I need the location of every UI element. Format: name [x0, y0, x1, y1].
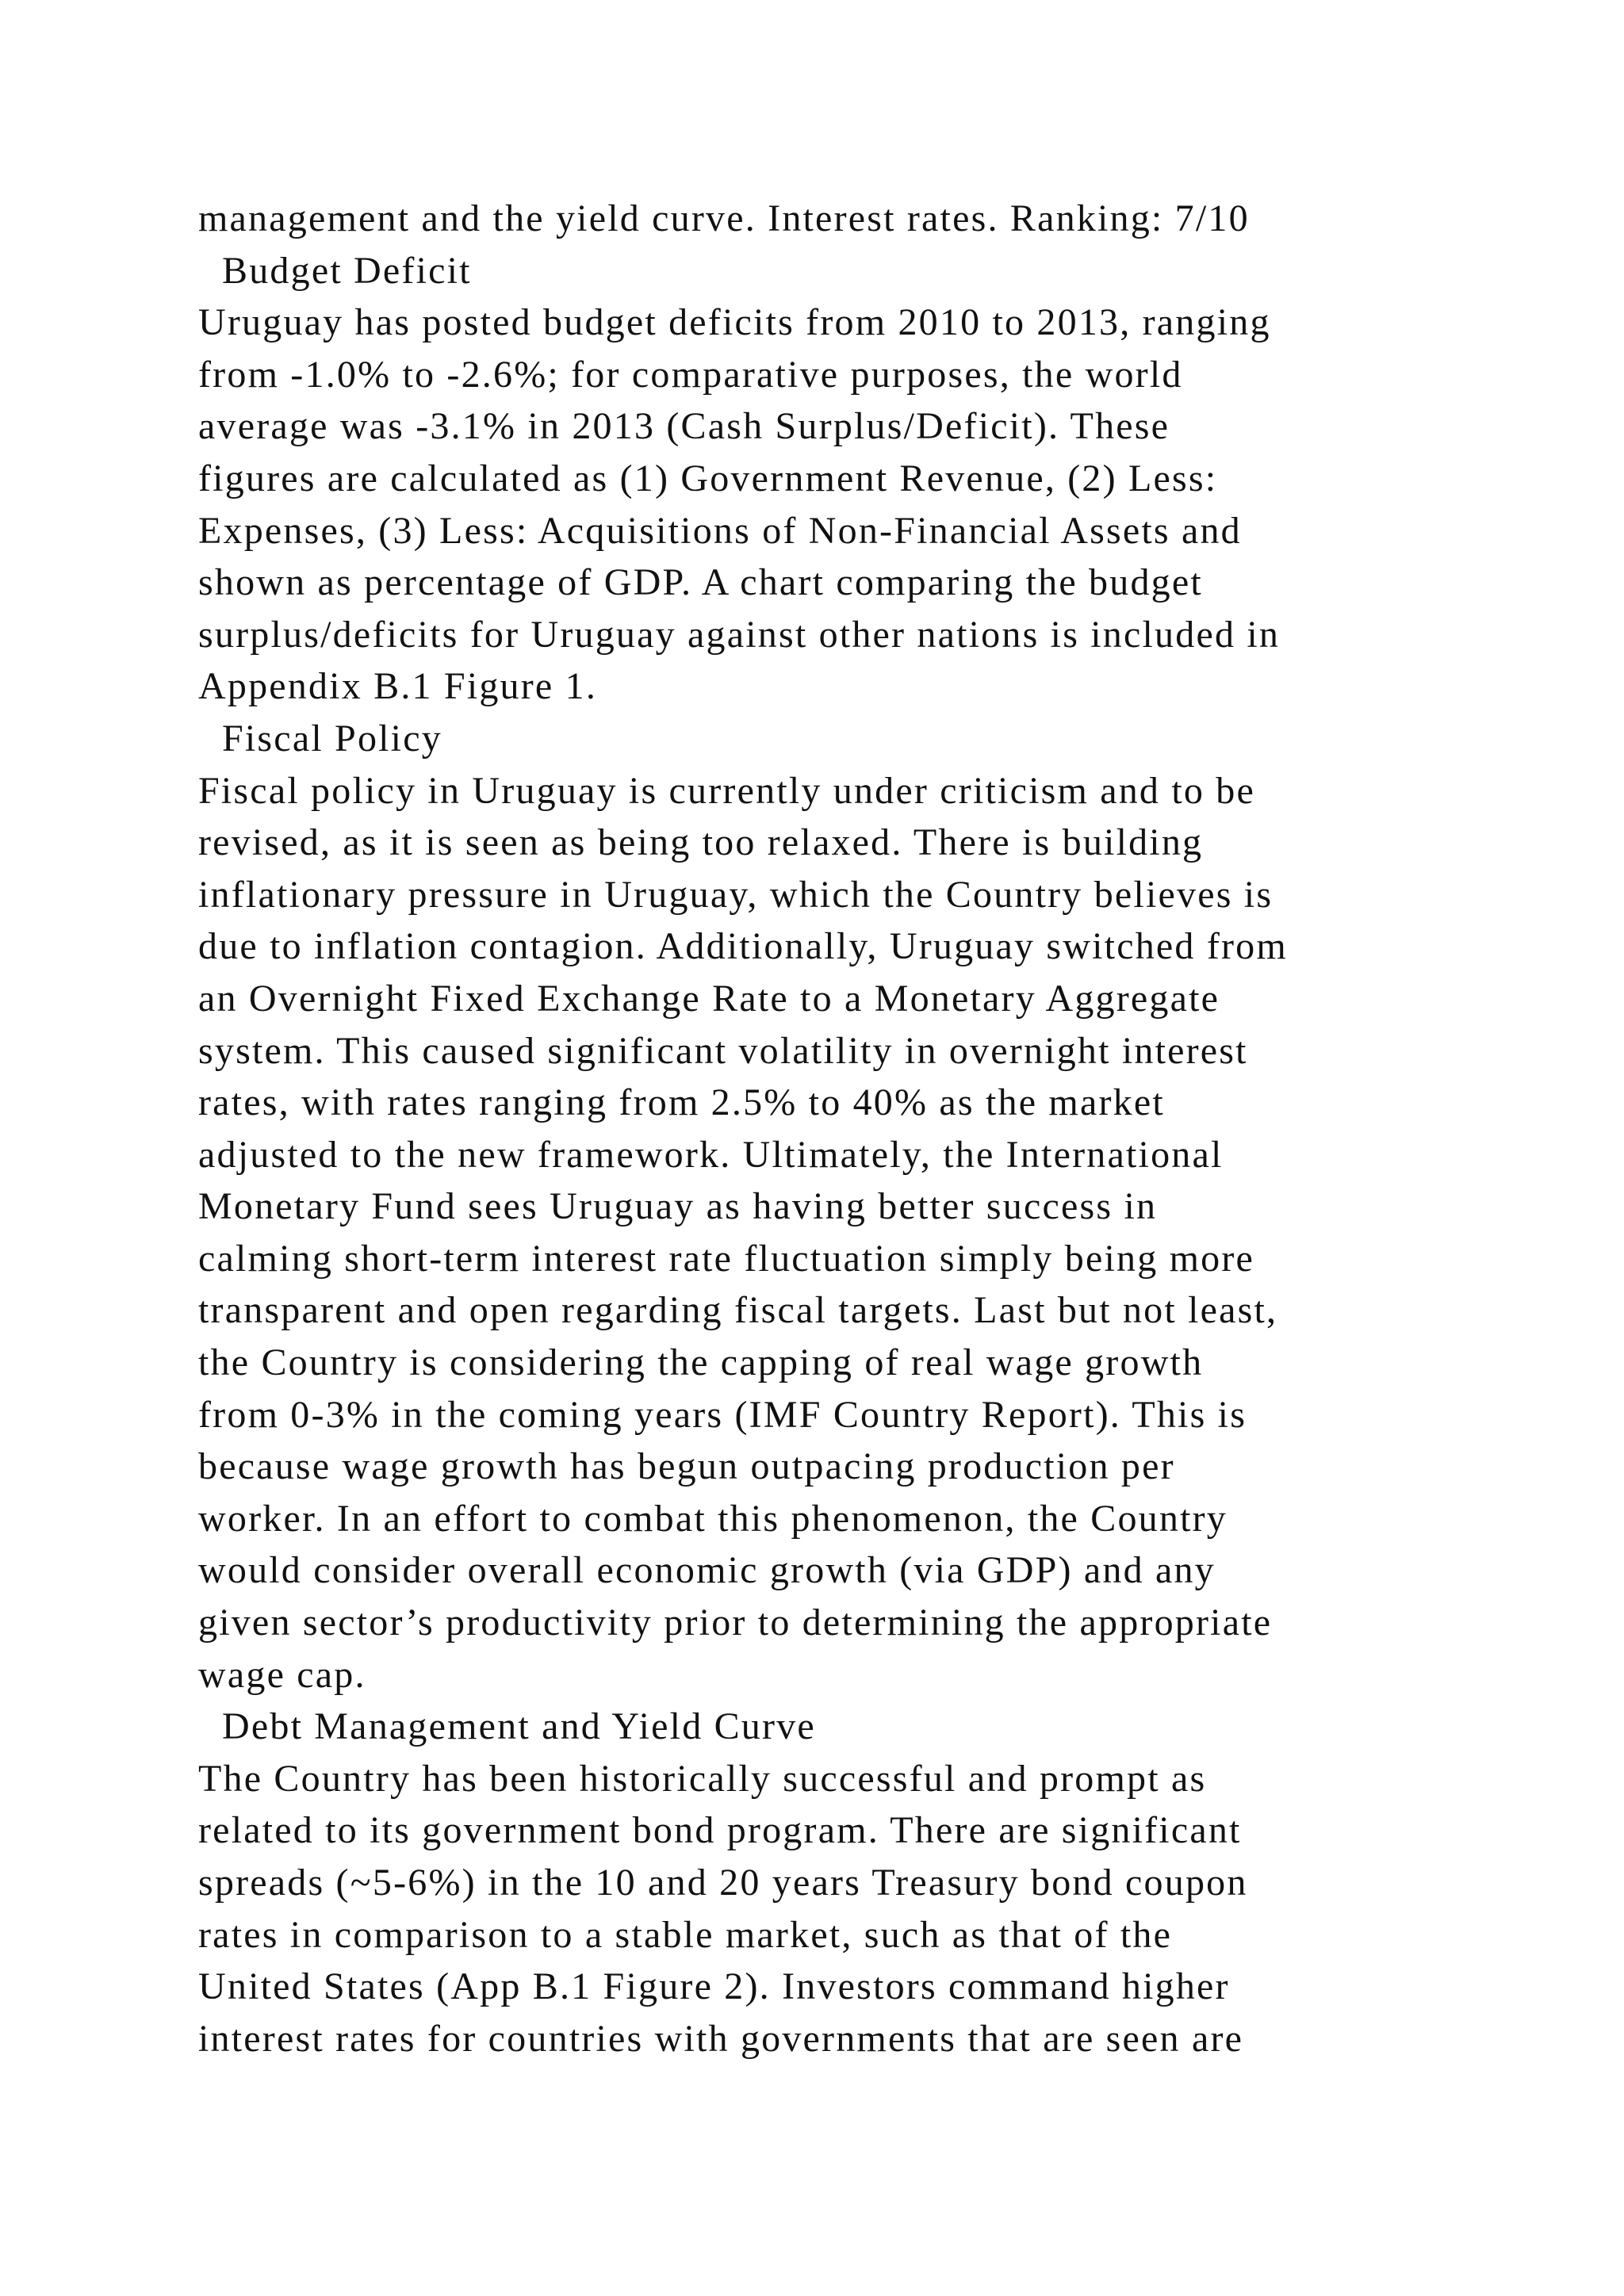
body-text-line: Expenses, (3) Less: Acquisitions of Non-Financial Assets and — [198, 509, 1242, 552]
body-text-line: system. This caused significant volatility in overnight interest — [198, 1029, 1248, 1072]
body-text-line: would consider overall economic growth (via GDP) and any — [198, 1549, 1216, 1592]
body-text-line: transparent and open regarding fiscal targets. Last but not least, — [198, 1289, 1278, 1332]
body-text-line: interest rates for countries with governments that are seen are — [198, 2017, 1244, 2060]
body-text-line: rates in comparison to a stable market, such as that of the — [198, 1913, 1173, 1956]
body-text-line: given sector’s productivity prior to determining the appropriate — [198, 1601, 1273, 1644]
body-text-line: the Country is considering the capping of real wage growth — [198, 1341, 1204, 1384]
body-text-line: average was -3.1% in 2013 (Cash Surplus/Deficit). These — [198, 405, 1170, 448]
body-text-line: surplus/deficits for Uruguay against other nations is included in — [198, 613, 1281, 656]
body-text-line: calming short-term interest rate fluctuation simply being more — [198, 1237, 1255, 1280]
body-text-line: shown as percentage of GDP. A chart comparing the budget — [198, 561, 1203, 604]
body-text-line: because wage growth has begun outpacing production per — [198, 1445, 1175, 1488]
body-text-line: Appendix B.1 Figure 1. — [198, 665, 598, 708]
body-text-line: spreads (~5-6%) in the 10 and 20 years Treasury bond coupon — [198, 1862, 1248, 1904]
body-text-line: The Country has been historically successful and prompt as — [198, 1757, 1207, 1800]
body-text-line: wage cap. — [198, 1653, 366, 1696]
body-text-line: adjusted to the new framework. Ultimately, the International — [198, 1133, 1224, 1176]
body-text-line: from 0-3% in the coming years (IMF Country Report). This is — [198, 1393, 1247, 1436]
body-text-line: inflationary pressure in Uruguay, which the Country believes is — [198, 873, 1274, 916]
section-heading: Debt Management and Yield Curve — [222, 1705, 816, 1748]
body-text-line: revised, as it is seen as being too relaxed. There is building — [198, 821, 1204, 864]
body-text-line: Uruguay has posted budget deficits from 2010 to 2013, ranging — [198, 301, 1271, 344]
body-text-line: management and the yield curve. Interest rates. Ranking: 7/10 — [198, 197, 1250, 239]
body-text-line: Monetary Fund sees Uruguay as having better success in — [198, 1185, 1158, 1228]
body-text-line: figures are calculated as (1) Government Revenue, (2) Less: — [198, 457, 1218, 499]
body-text-line: worker. In an effort to combat this phenomenon, the Country — [198, 1497, 1228, 1540]
document-body — [198, 193, 1546, 2064]
body-text-line: from -1.0% to -2.6%; for comparative purposes, the world — [198, 353, 1183, 396]
body-text-line: due to inflation contagion. Additionally, Uruguay switched from — [198, 925, 1288, 968]
section-heading: Budget Deficit — [222, 249, 472, 292]
body-text-line: an Overnight Fixed Exchange Rate to a Monetary Aggregate — [198, 977, 1220, 1020]
section-heading: Fiscal Policy — [222, 717, 442, 760]
body-text-line: United States (App B.1 Figure 2). Investors command higher — [198, 1965, 1230, 2008]
body-text-line: Fiscal policy in Uruguay is currently under criticism and to be — [198, 769, 1255, 812]
body-text-line: rates, with rates ranging from 2.5% to 40% as the market — [198, 1081, 1165, 1124]
body-text-line: related to its government bond program. There are significant — [198, 1809, 1242, 1852]
